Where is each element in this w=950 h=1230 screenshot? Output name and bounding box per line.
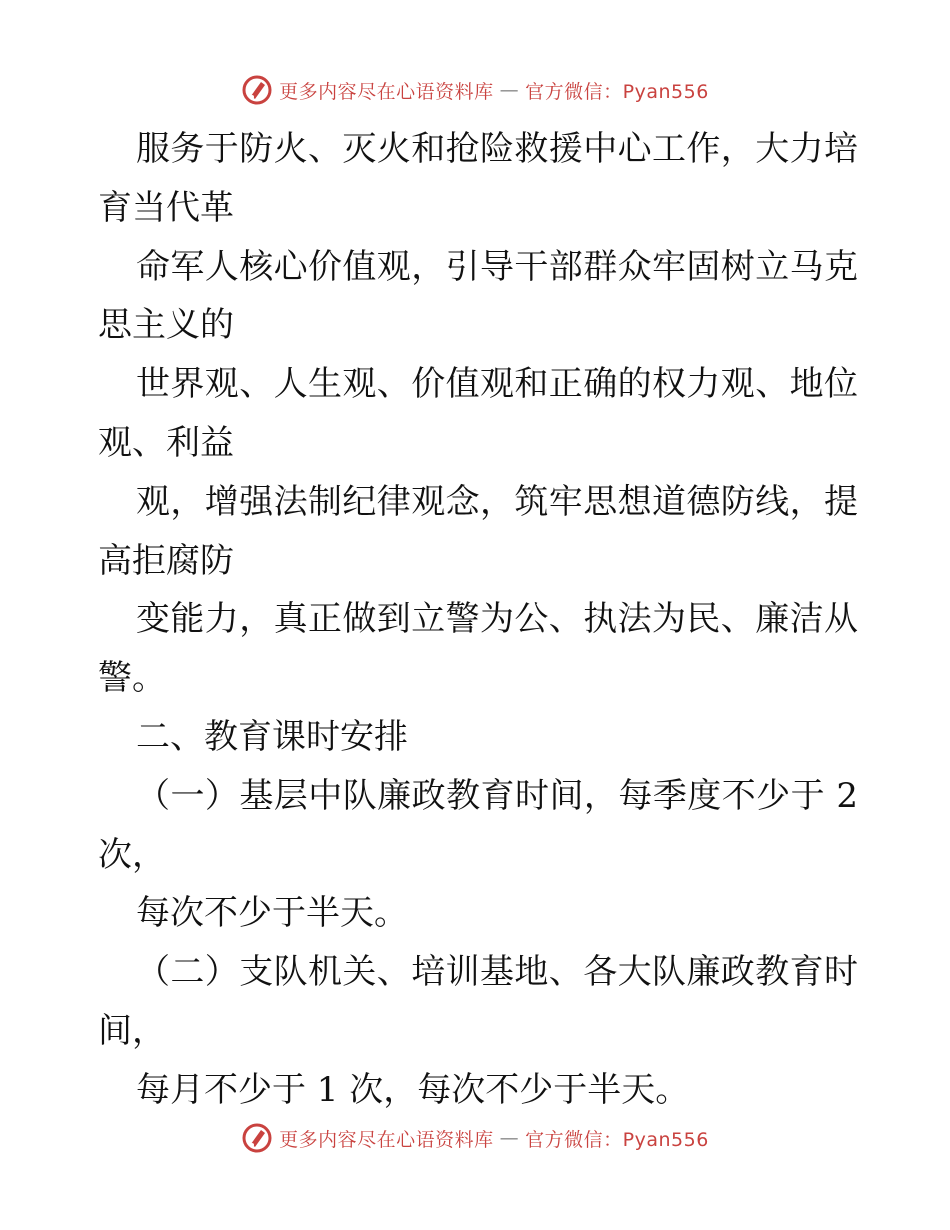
text-line: 间， (98, 1010, 166, 1051)
footer-brand-text: 更多内容尽在心语资料库 (279, 1128, 494, 1151)
text-line: 观，增强法制纪律观念，筑牢思想道德防线，提 (136, 481, 858, 522)
text-line: （二）支队机关、培训基地、各大队廉政教育时 (136, 952, 858, 993)
text-line: 服务于防火、灭火和抢险救援中心工作，大力培 (136, 129, 858, 169)
text-line: 观、利益 (98, 422, 234, 463)
text-line: （一）基层中队廉政教育时间，每季度不少于 2 (136, 775, 858, 816)
text-line: 思主义的 (98, 305, 234, 346)
pen-logo-icon (241, 74, 273, 106)
text-line: 世界观、人生观、价值观和正确的权力观、地位 (136, 364, 858, 405)
text-line: 命军人核心价值观，引导干部群众牢固树立马克 (136, 246, 858, 287)
footer-separator: — (499, 1127, 520, 1149)
footer-wechat-text: 官方微信：Pyan556 (525, 1128, 709, 1151)
footer-banner (0, 1118, 950, 1158)
text-line: 每月不少于 1 次，每次不少于半天。 (136, 1069, 690, 1110)
header-banner (0, 70, 950, 110)
text-line: 高拒腐防 (98, 540, 234, 581)
pen-logo-icon (241, 1122, 273, 1154)
header-brand-text: 更多内容尽在心语资料库 (279, 80, 494, 103)
header-wechat-text: 官方微信：Pyan556 (525, 80, 709, 103)
text-line: 警。 (98, 658, 166, 699)
section-heading: 二、教育课时安排 (136, 716, 408, 757)
document-body (98, 120, 858, 1120)
header-separator: — (499, 79, 520, 101)
text-line: 育当代革 (98, 187, 234, 228)
text-line: 次， (98, 834, 166, 875)
text-line: 每次不少于半天。 (136, 893, 408, 934)
text-line: 变能力，真正做到立警为公、执法为民、廉洁从 (136, 599, 858, 640)
